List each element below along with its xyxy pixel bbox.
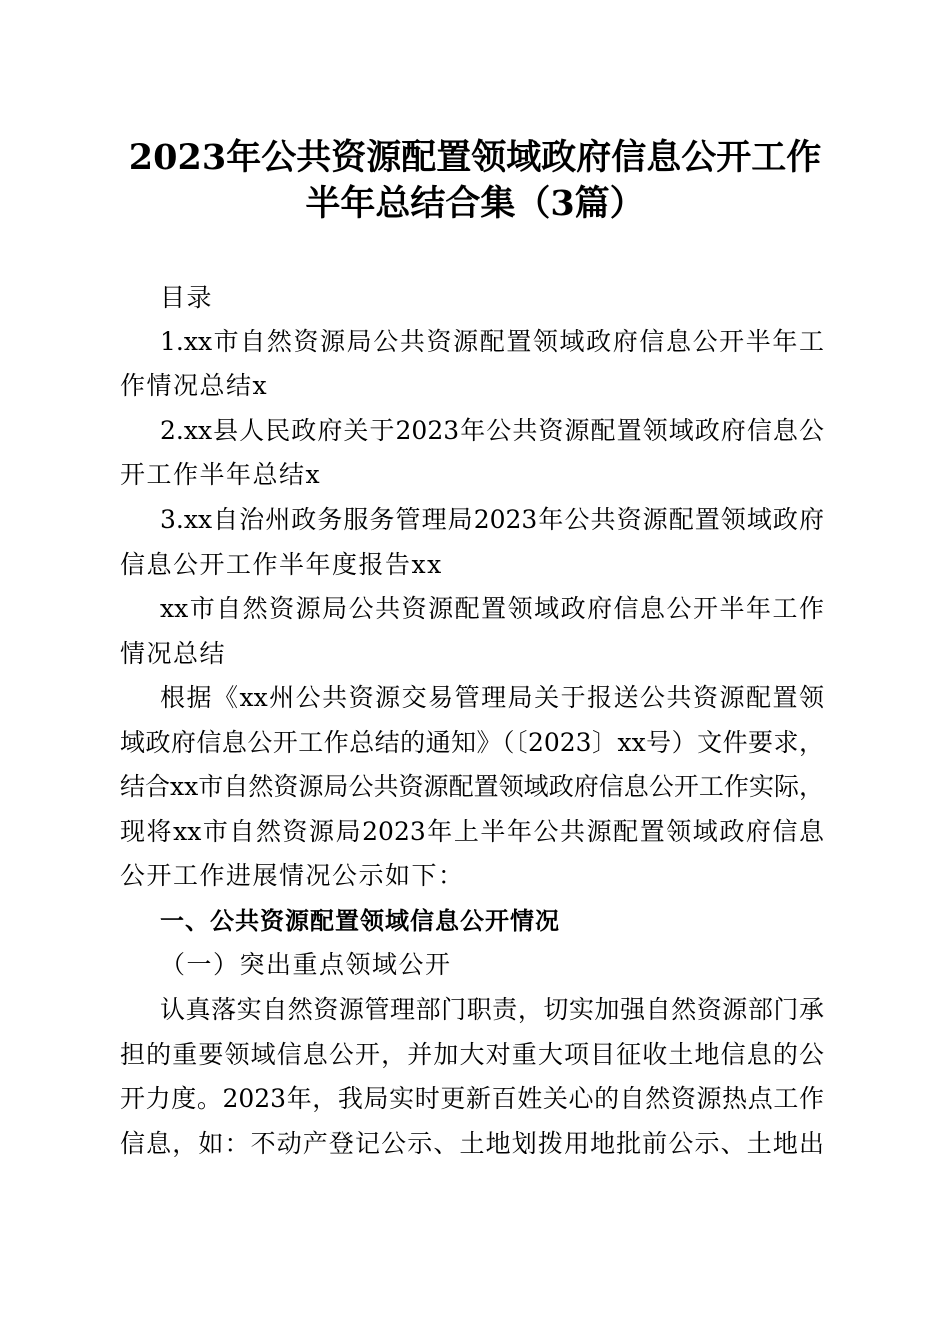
body-paragraph-line-2: 担的重要领域信息公开，并加大对重大项目征收土地信息的公 (120, 1040, 824, 1069)
intro-paragraph-line-2: 域政府信息公开工作总结的通知》（〔2023〕xx号）文件要求， (120, 728, 824, 757)
article-title-line-2: 情况总结 (120, 639, 227, 668)
toc-item-1-line-2: 作情况总结x (120, 371, 269, 400)
body-paragraph-line-1: 认真落实自然资源管理部门职责，切实加强自然资源部门承 (160, 995, 824, 1024)
body-paragraph-line-4: 信息，如：不动产登记公示、土地划拨用地批前公示、土地出 (120, 1129, 824, 1158)
intro-paragraph-line-3: 结合xx市自然资源局公共资源配置领域政府信息公开工作实际， (120, 772, 824, 801)
document-title-line-2: 半年总结合集（3篇） (305, 183, 645, 224)
document-title-line-1: 2023年公共资源配置领域政府信息公开工作 (128, 137, 822, 178)
toc-item-3-line-2: 信息公开工作半年度报告xx (120, 550, 443, 579)
intro-paragraph-line-1: 根据《xx州公共资源交易管理局关于报送公共资源配置领 (160, 683, 824, 712)
toc-item-3-line-1: 3.xx自治州政务服务管理局2023年公共资源配置领域政府 (160, 505, 824, 534)
section-heading-1: 一、公共资源配置领域信息公开情况 (160, 907, 560, 935)
toc-item-2-line-1: 2.xx县人民政府关于2023年公共资源配置领域政府信息公 (160, 416, 824, 445)
body-paragraph-line-3: 开力度。2023年，我局实时更新百姓关心的自然资源热点工作 (120, 1084, 824, 1113)
toc-label: 目录 (160, 283, 214, 312)
intro-paragraph-line-5: 公开工作进展情况公示如下： (120, 861, 465, 890)
article-title-line-1: xx市自然资源局公共资源配置领域政府信息公开半年工作 (160, 594, 824, 623)
toc-item-2-line-2: 开工作半年总结x (120, 460, 322, 489)
subsection-heading-1: （一）突出重点领域公开 (160, 950, 452, 979)
toc-item-1-line-1: 1.xx市自然资源局公共资源配置领域政府信息公开半年工 (160, 327, 824, 356)
intro-paragraph-line-4: 现将xx市自然资源局2023年上半年公共源配置领域政府信息 (120, 817, 824, 846)
